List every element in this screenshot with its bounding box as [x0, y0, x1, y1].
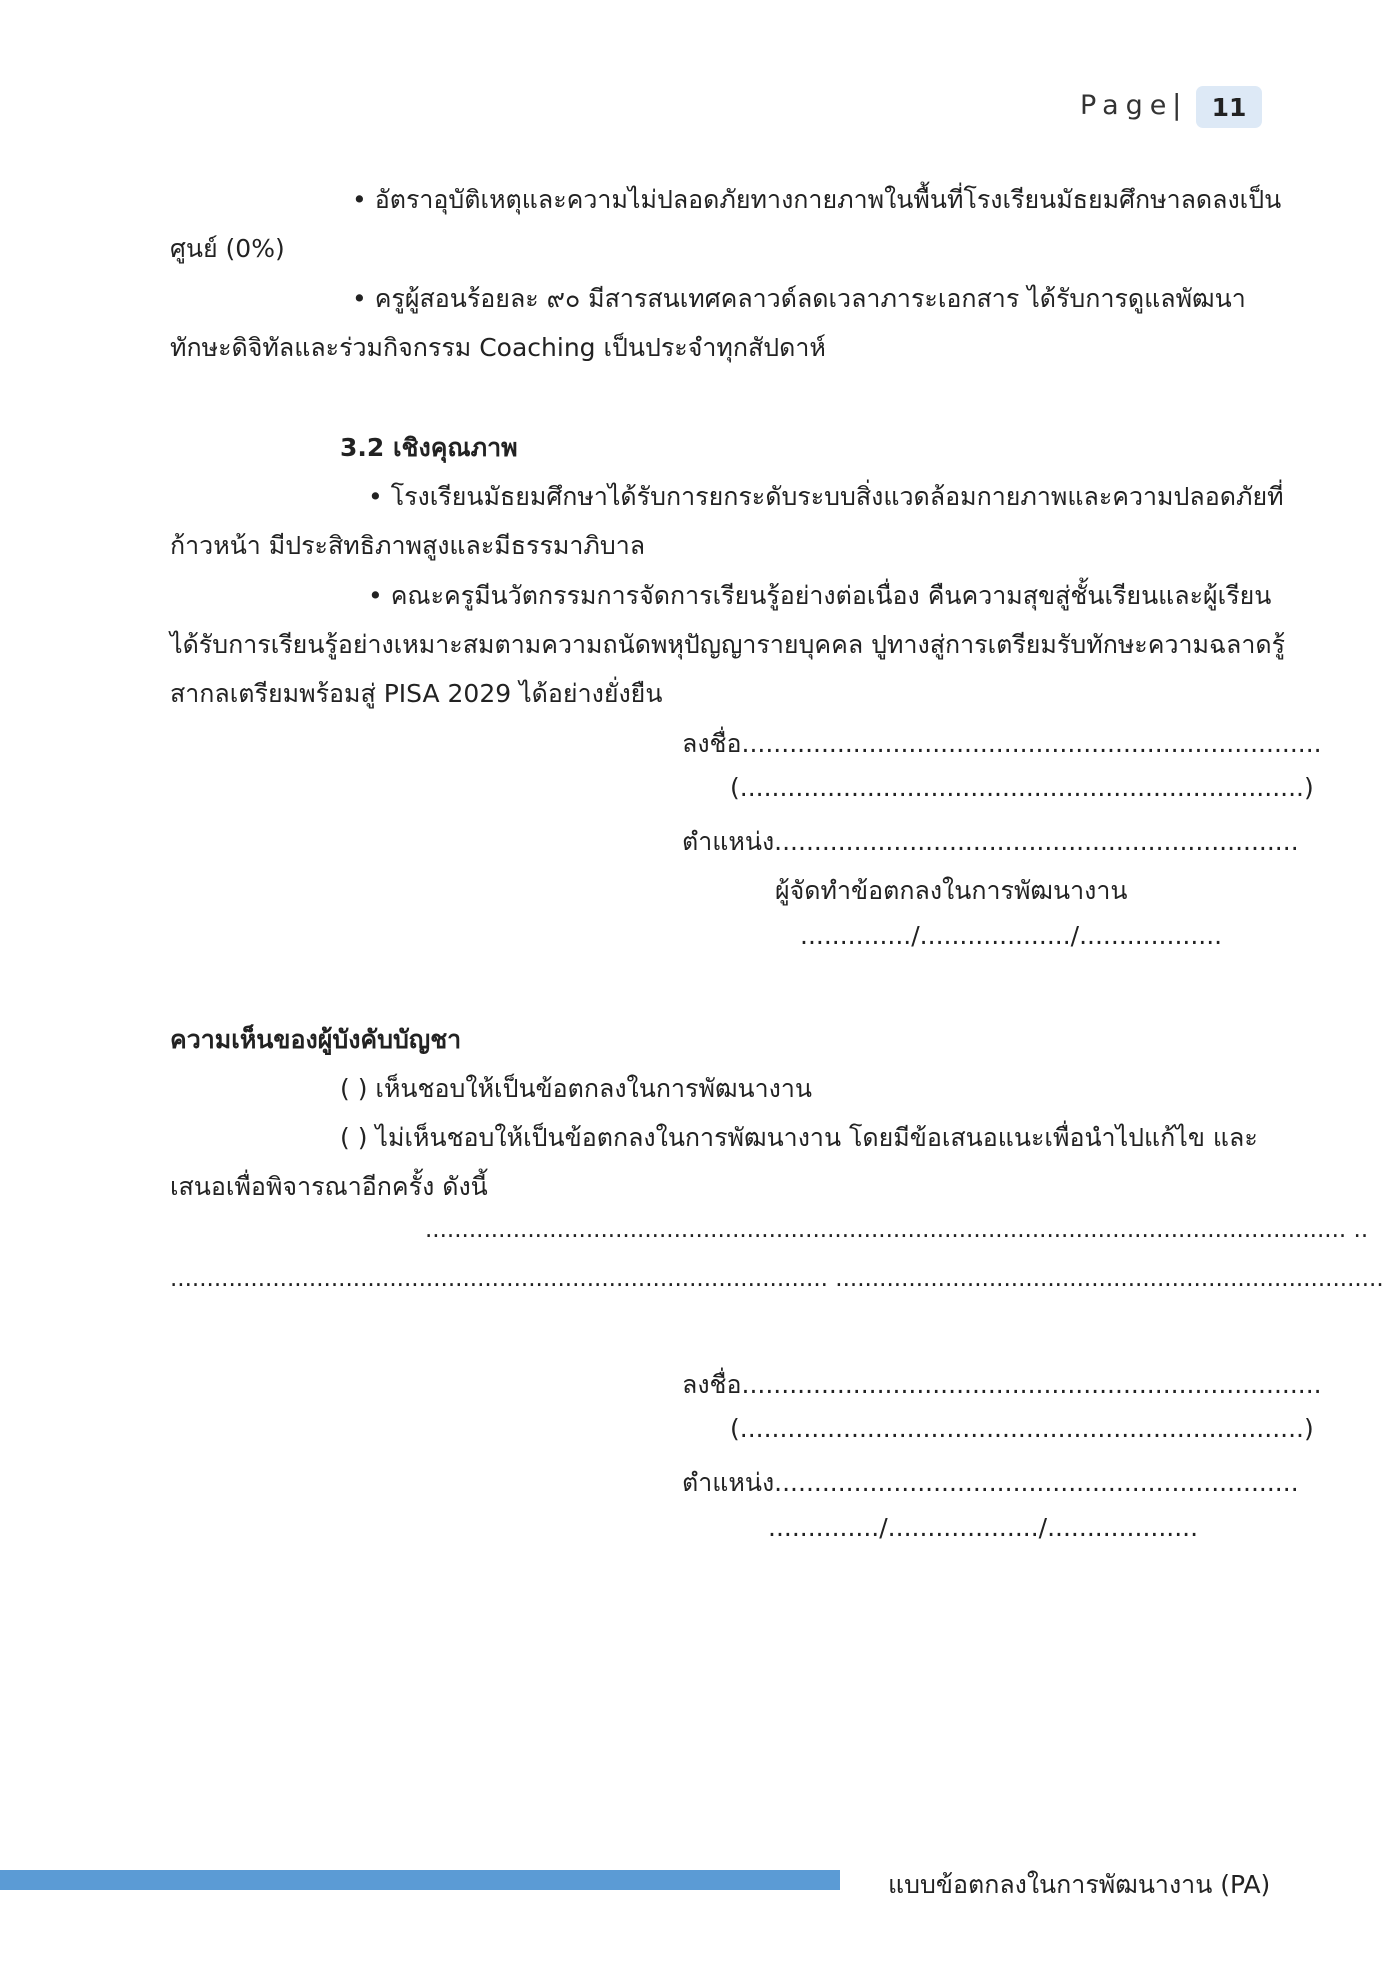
footer-title: แบบข้อตกลงในการพัฒนางาน (PA): [888, 1870, 1271, 1899]
qual-bullet-1-line-1: • โรงเรียนมัธยมศึกษาได้รับการยกระดับระบบสิ่งแวดล้อมกายภาพและความปลอดภัยที่: [368, 482, 1284, 511]
signature1-role: ผู้จัดทำข้อตกลงในการพัฒนางาน: [775, 876, 1128, 905]
signature2-name-line: (.......................................................................): [730, 1414, 1314, 1443]
signature2-date-line: ............../.................../...................: [768, 1513, 1199, 1542]
signature1-sign-line: ลงชื่อ.........................................................................: [682, 729, 1322, 758]
header-separator: |: [1172, 88, 1182, 121]
quant-bullet-1-line-1: • อัตราอุบัติเหตุและความไม่ปลอดภัยทางกายภาพในพื้นที่โรงเรียนมัธยมศึกษาลดลงเป็น: [352, 185, 1282, 214]
signature1-name-line: (.......................................................................): [730, 773, 1314, 802]
footer-accent-bar: [0, 1870, 840, 1890]
supervisor-option-disagree: ( ) ไม่เห็นชอบให้เป็นข้อตกลงในการพัฒนางาน โดยมีข้อเสนอแนะเพื่อนำไปแก้ไข และ: [340, 1123, 1258, 1152]
quant-bullet-2-line-2: ทักษะดิจิทัลและร่วมกิจกรรม Coaching เป็นประจำทุกสัปดาห์: [170, 333, 826, 362]
supervisor-heading: ความเห็นของผู้บังคับบัญชา: [170, 1025, 462, 1054]
qual-bullet-1-line-2: ก้าวหน้า มีประสิทธิภาพสูงและมีธรรมาภิบาล: [170, 531, 646, 560]
signature1-position-line: ตำแหน่ง..................................................................: [682, 827, 1299, 856]
supervisor-dotted-line-1: .............................................................................................................................. ..: [425, 1217, 1369, 1243]
quant-bullet-1-line-2: ศูนย์ (0%): [170, 234, 285, 263]
qual-bullet-2-line-1: • คณะครูมีนวัตกรรมการจัดการเรียนรู้อย่างต่อเนื่อง คืนความสุขสู่ชั้นเรียนและผู้เรียน: [368, 581, 1272, 610]
signature2-position-line: ตำแหน่ง..................................................................: [682, 1468, 1299, 1497]
qual-bullet-2-line-3: สากลเตรียมพร้อมสู่ PISA 2029 ได้อย่างยั่งยืน: [170, 679, 663, 708]
signature2-sign-line: ลงชื่อ.........................................................................: [682, 1370, 1322, 1399]
supervisor-dotted-line-2: .......................................................................................... ...........................................................................: [170, 1266, 1384, 1292]
page-number-badge: 11: [1196, 86, 1262, 128]
qualitative-heading: 3.2 เชิงคุณภาพ: [340, 433, 518, 462]
signature1-date-line: ............../.................../..................: [800, 921, 1223, 950]
supervisor-option-disagree-line-2: เสนอเพื่อพิจารณาอีกครั้ง ดังนี้: [170, 1172, 488, 1201]
supervisor-option-agree: ( ) เห็นชอบให้เป็นข้อตกลงในการพัฒนางาน: [340, 1074, 812, 1103]
quant-bullet-2-line-1: • ครูผู้สอนร้อยละ ๙๐ มีสารสนเทศคลาวด์ลดเวลาภาระเอกสาร ได้รับการดูแลพัฒนา: [352, 284, 1246, 313]
qual-bullet-2-line-2: ได้รับการเรียนรู้อย่างเหมาะสมตามความถนัดพหุปัญญารายบุคคล ปูทางสู่การเตรียมรับทักษะความฉลาดรู้: [170, 630, 1286, 659]
header-page-label: Page: [1080, 90, 1174, 121]
